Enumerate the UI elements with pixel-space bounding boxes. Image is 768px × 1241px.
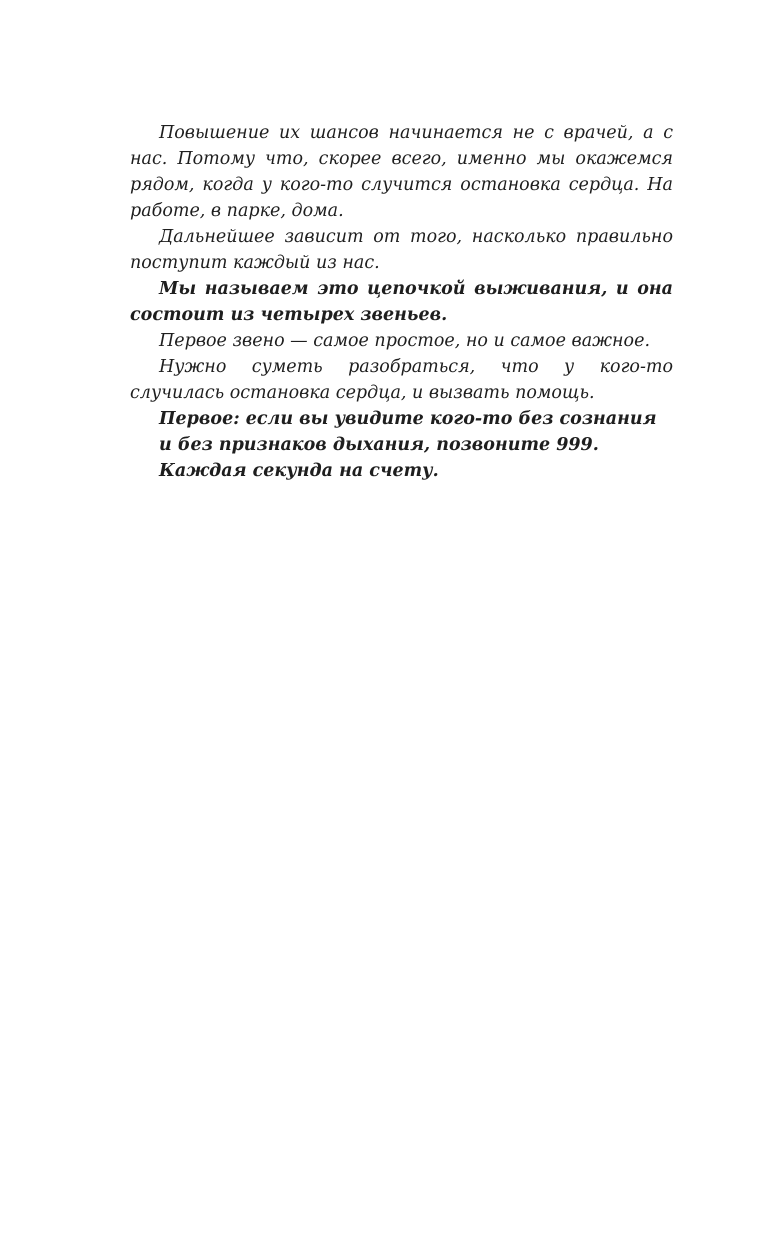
book-page-text (130, 120, 673, 484)
paragraph-next-steps: Дальнейшее зависит от того, насколько правильно поступит каждый из нас. (130, 227, 673, 273)
paragraph-recognize: Нужно суметь разобраться, что у кого-то случилась остановка сердца, и вызвать помощь. (130, 357, 673, 403)
emphasis-line: Каждая секунда на счету. (159, 461, 439, 481)
paragraph-first-link: Первое звено — самое простое, но и самое важное. (159, 331, 651, 351)
emphasis-block (130, 406, 673, 484)
paragraph-chain-of-survival: Мы называем это цепочкой выживания, и она состоит из четырех звеньев. (130, 279, 673, 325)
paragraph-chances: Повышение их шансов начинается не с врачей, а с нас. Потому что, скорее всего, именно мы окажемся рядом, когда у кого-то случится остановка сердца. На работе, в парке, дома. (130, 123, 673, 221)
emphasis-line: Первое: если вы увидите кого-то без сознания (159, 409, 657, 429)
emphasis-line: и без признаков дыхания, позвоните 999. (159, 435, 599, 455)
